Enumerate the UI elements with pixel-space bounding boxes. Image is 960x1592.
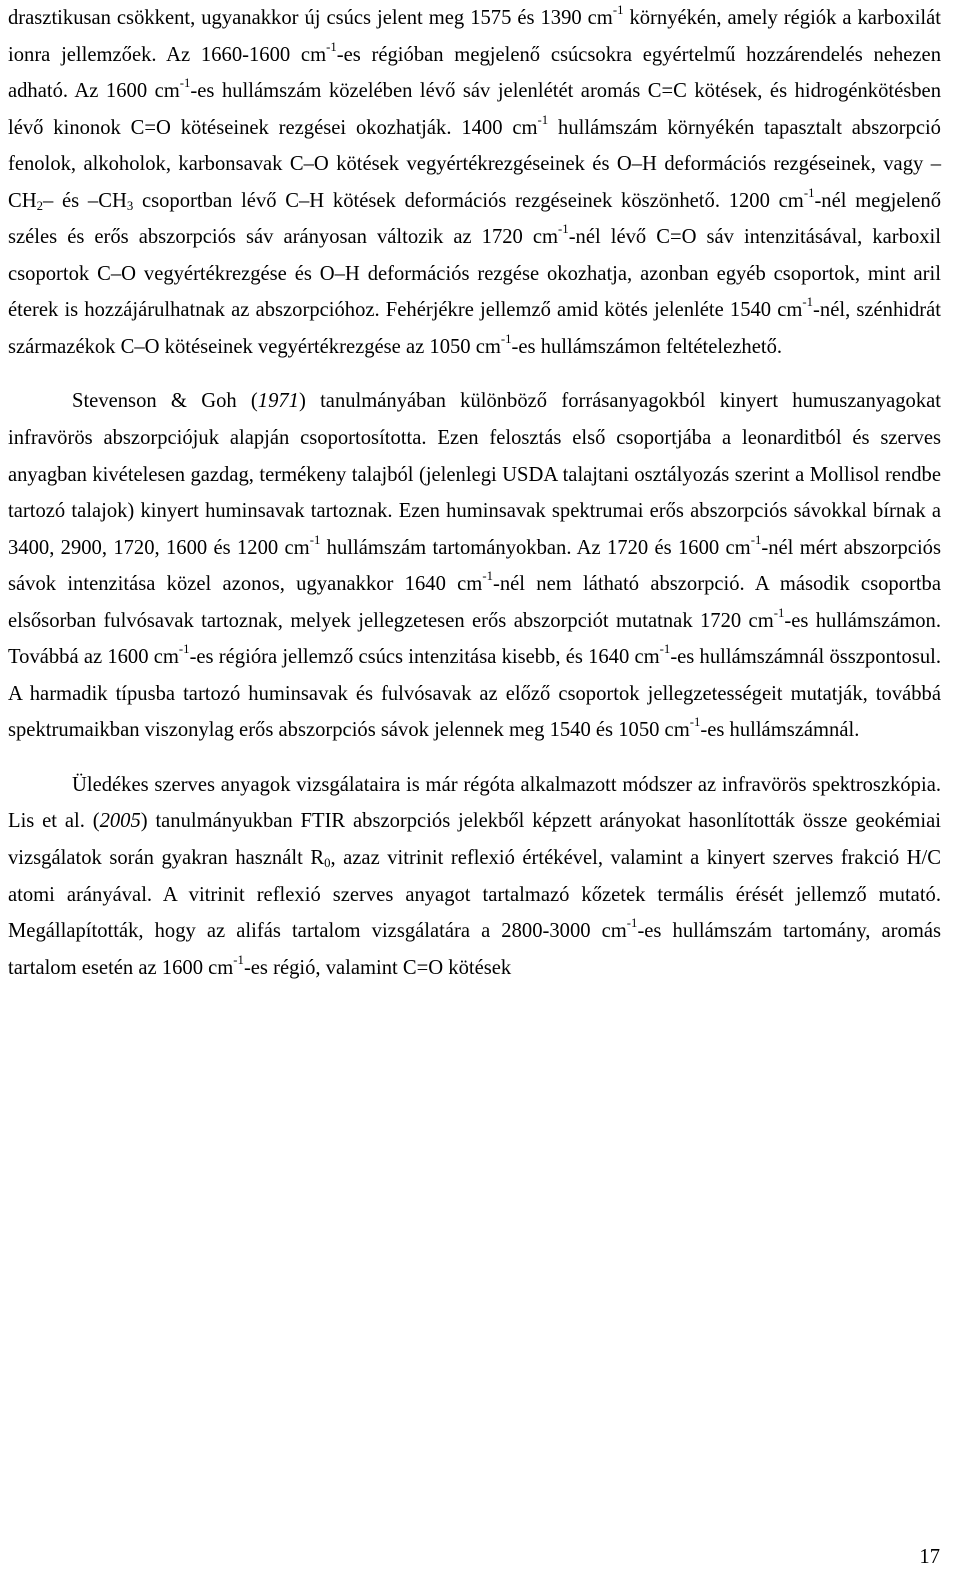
text-run: -nél megjelenő széles és erős abszorpciós sáv arányosan változik az 1720 cm [8,189,941,249]
text-run: -es hullámszám közelében lévő sáv jelenlétét aromás C=C kötések, és hidrogénkötésben lévő kinonok C=O kötéseinek rezgései okozhatják. 1400 cm [8,80,941,139]
text-run: , azaz vitrinit reflexió értékével, valamint a kinyert szerves frakció H/C atomi arányával. A vitrinit reflexió szerves anyagot tartalmazó kőzetek termális érését jellemző mutató. Megállapították, hogy az alifás tartalom vizsgálatára a 2800-3000 cm [8,847,942,943]
text-run: ) tanulmányában különböző forrásanyagokból kinyert humuszanyagokat infravörös abszorpciójuk alapján csoportosította. Ezen felosztás első csoportjába a leonarditból és szerves anyagban kivételesen gazdag, termékeny talajból (jelenlegi USDA talajtani osztályozás szerint a Mollisol rendbe tartozó talajok) kinyert huminsavak tartoznak. Ezen huminsavak spektrumai erős abszorpciós sávokkal bírnak a 3400, 2900, 1720, 1600 és 1200 cm [8,390,941,559]
subscript: 3 [126,198,134,213]
superscript: -1 [500,331,512,346]
paragraph-3 [8,767,941,986]
superscript: -1 [659,642,671,657]
page-number: 17 [919,1546,940,1568]
subscript: 0 [324,856,331,871]
superscript: -1 [750,532,762,547]
text-run: -nél mért abszorpciós sávok intenzitása közel azonos, ugyanakkor 1640 cm [8,536,941,596]
italic-text: 2005 [99,810,141,833]
text-run: -es régióban megjelenő csúcsokra egyértelmű hozzárendelés nehezen adható. Az 1600 cm [8,43,941,103]
text-run: ) tanulmányukban FTIR abszorpciós jelekből képzett arányokat hasonlították össze geokémiai vizsgálatok során gyakran használt R [8,810,941,870]
superscript: -1 [482,569,493,584]
text-run: -es hullámszám tartomány, aromás tartalom esetén az 1600 cm [8,920,941,979]
text-run: -es hullámszámnál összpontosul. A harmadik típusba tartozó huminsavak és fulvósavak az előző csoportok jellegzetességeit mutatják, továbbá spektrumaikban viszonylag erős abszorpciós sávok jelennek meg 1540 és 1050 cm [8,646,941,742]
text-run: -nél nem látható abszorpció. A második csoportba elsősorban fulvósavak tartoznak, melyek jellegzetesen erős abszorpciót mutatnak 1720 cm [8,573,941,632]
superscript: -1 [689,715,701,730]
superscript: -1 [309,532,321,547]
text-run: -es hullámszámon feltételezhető. [511,335,783,358]
text-run: csoportban lévő C–H kötések deformációs rezgéseinek köszönhető. 1200 cm [133,189,804,212]
superscript: -1 [179,76,191,91]
text-run: környékén, amely régiók a karboxilát ionra jellemzőek. Az 1660-1600 cm [8,7,941,66]
text-run: Üledékes szerves anyagok vizsgálataira is már régóta alkalmazott módszer az infravörös spektroszkópia. Lis et al. ( [8,773,941,833]
superscript: -1 [537,112,549,127]
paragraph-2 [8,383,941,748]
superscript: -1 [803,185,815,200]
italic-text: 1971 [257,390,299,413]
superscript: -1 [773,605,785,620]
text-run: – és –CH [43,189,127,212]
text-run: -nél lévő C=O sáv intenzitásával, karboxil csoportok C–O vegyértékrezgése és O–H deformációs rezgése okozhatja, azonban egyéb csoportok, mint aril éterek is hozzájárulhatnak az abszorpcióhoz. Fehérjékre jellemző amid kötés jelenléte 1540 cm [8,226,941,322]
text-run: hullámszám környékén tapasztalt abszorpció fenolok, alkoholok, karbonsavak C–O kötések vegyértékrezgéseinek és O–H deformációs rezgéseinek, vagy –CH [8,116,941,212]
superscript: -1 [233,952,244,967]
text-run: -es régió, valamint C=O kötések [243,956,512,979]
subscript: 2 [36,198,43,213]
page-body [8,0,941,986]
text-run: drasztikusan csökkent, ugyanakkor új csúcs jelent meg 1575 és 1390 cm [8,7,613,29]
text-run: -es hullámszámnál. [700,719,860,742]
superscript: -1 [326,39,337,54]
text-run: -es régióra jellemző csúcs intenzitása kisebb, és 1640 cm [189,646,660,669]
text-run: hullámszám tartományokban. Az 1720 és 1600 cm [320,536,751,559]
superscript: -1 [558,222,569,237]
text-run: -es hullámszámon. Továbbá az 1600 cm [8,609,941,669]
superscript: -1 [802,295,814,310]
paragraph-1 [8,0,941,365]
superscript: -1 [612,3,624,18]
superscript: -1 [178,642,190,657]
text-run: -nél, szénhidrát származékok C–O kötéseinek vegyértékrezgése az 1050 cm [8,299,941,358]
text-run: Stevenson & Goh ( [72,390,258,413]
superscript: -1 [626,916,638,931]
